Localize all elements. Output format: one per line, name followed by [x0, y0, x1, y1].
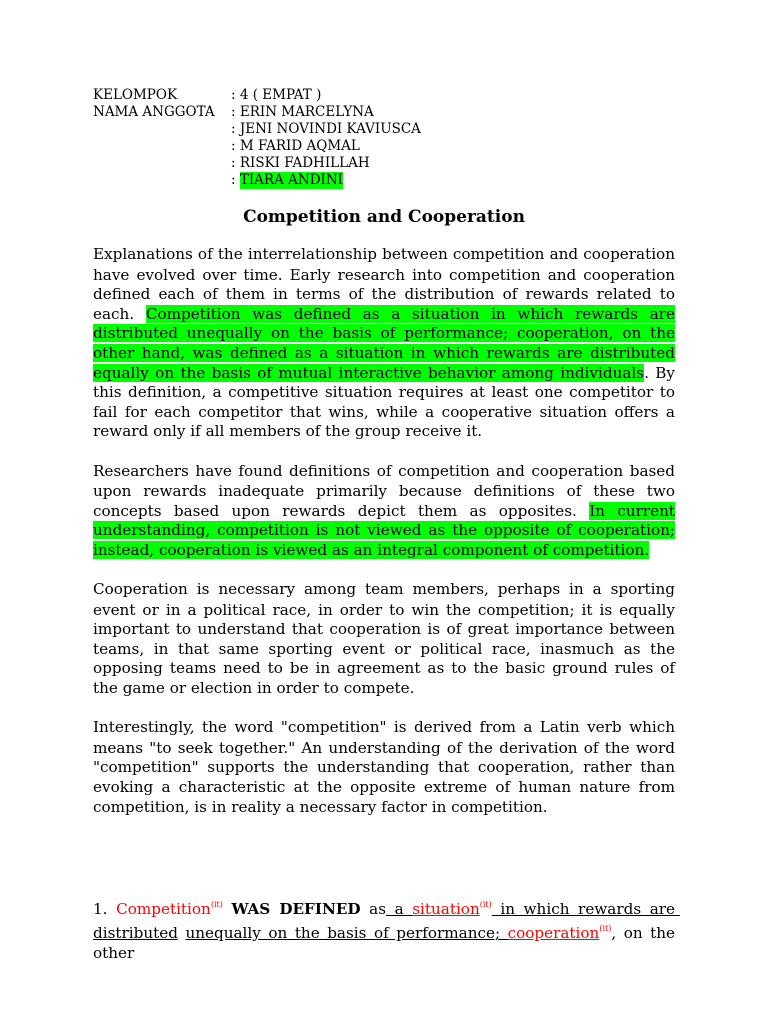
header-row — [93, 138, 675, 155]
blank-space — [93, 837, 675, 895]
header-value: : RISKI FADHILLAH — [231, 155, 370, 171]
highlighted-text: Competition was defined as a situation in which rewards are distributed unequally on the basis of performance; cooperation, on the other hand, was defined as a situation in which rewards are distributed equally on the basis of mutual interactive behavior among individuals — [93, 304, 676, 382]
it-tag: (it) — [479, 899, 492, 909]
header-label: NAMA ANGGOTA — [93, 104, 215, 120]
underlined-text: unequally on the basis of performance; — [185, 924, 508, 943]
red-term: situation — [412, 899, 480, 918]
header-prefix: : — [231, 172, 240, 188]
document-title: Competition and Cooperation — [243, 207, 525, 227]
paragraph-2 — [93, 462, 675, 561]
red-term: Competition — [116, 899, 211, 918]
numbered-item-1 — [93, 895, 680, 964]
header-label — [93, 121, 231, 138]
header-label — [93, 138, 231, 155]
header-value: : ERIN MARCELYNA — [231, 104, 374, 120]
header-label — [93, 155, 231, 172]
underlined-text: a — [386, 899, 413, 918]
paragraph-1-text-end: . By this definition, a competitive situation requires at least one competitor to fail for each competitor that wins, while a cooperative situation offers a reward only if all members of the group receive it. — [93, 363, 675, 441]
highlighted-member-name: TIARA ANDINI — [239, 172, 343, 188]
bold-phrase: WAS DEFINED — [231, 899, 361, 918]
it-tag: (it) — [210, 899, 223, 909]
highlighted-text: In current understanding, competition is not viewed as the opposite of cooperation; instead, cooperation is viewed as an integral component of competition. — [93, 501, 675, 559]
group-info-header — [93, 87, 675, 189]
item-text: as — [369, 899, 387, 918]
header-row-highlighted — [93, 172, 675, 189]
header-row — [93, 121, 675, 138]
paragraph-2-text: Researchers have found definitions of competition and cooperation based upon rewards inadequate primarily because definitions of these two concepts based upon rewards depict them as opposites. — [93, 461, 675, 520]
item-text: , on the other — [93, 924, 676, 962]
document-page — [93, 87, 680, 983]
header-value: : JENI NOVINDI KAVIUSCA — [231, 121, 421, 137]
header-row — [93, 87, 675, 104]
paragraph-3 — [93, 580, 675, 699]
header-row — [93, 155, 675, 172]
red-term: cooperation — [507, 924, 600, 943]
paragraph-3-text: Cooperation is necessary among team members, perhaps in a sporting event or in a political race, in order to win the competition; it is equally important to understand that cooperation is of great importance between teams, in that same sporting event or political race, inasmuch as the opposing teams need to be in agreement as to the basic ground rules of the game or election in order to compete. — [93, 580, 675, 698]
it-tag: (it) — [599, 924, 612, 934]
underlined-text: in which rewards are distributed — [93, 899, 680, 943]
header-label: KELOMPOK — [93, 87, 178, 103]
header-row — [93, 104, 675, 121]
header-value: : M FARID AQMAL — [231, 138, 360, 154]
paragraph-4-text: Interestingly, the word "competition" is derived from a Latin verb which means "to seek together." An understanding of the derivation of the word "competition" supports the understanding that cooperation, rather than evoking a characteristic at the opposite extreme of human nature from competition, is in reality a necessary factor in competition. — [93, 718, 675, 816]
item-number: 1. — [93, 899, 108, 918]
header-label — [93, 172, 231, 189]
paragraph-1-text: Explanations of the interrelationship between competition and cooperation have evolved over time. Early research into competition and cooperation defined each of them in terms of the distribution of rewards related to each. — [93, 245, 675, 323]
paragraph-4 — [93, 718, 675, 817]
header-value: : 4 ( EMPAT ) — [231, 87, 322, 103]
paragraph-1 — [93, 245, 675, 442]
